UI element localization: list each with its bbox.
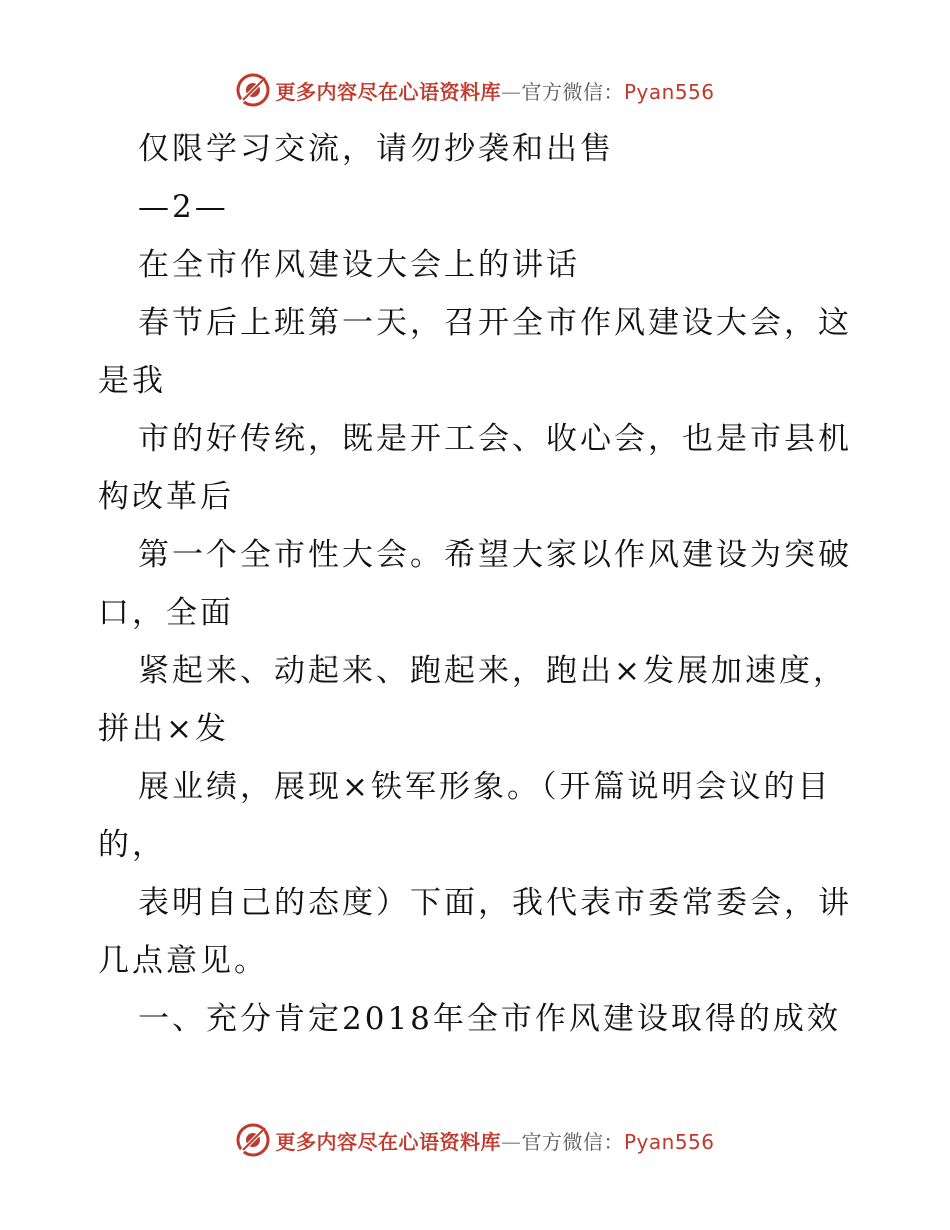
doc-line: —2— <box>138 189 229 225</box>
brand-logo-icon <box>235 1122 271 1158</box>
header-banner-text <box>275 76 714 105</box>
doc-line: 几点意见。 <box>98 943 268 979</box>
doc-line: 拼出×发 <box>98 711 229 747</box>
header-banner <box>0 70 950 110</box>
doc-line: 表明自己的态度）下面，我代表市委常委会，讲 <box>138 885 852 921</box>
header-brand-text: 更多内容尽在心语资料库 <box>275 79 501 104</box>
header-separator: — <box>500 79 522 104</box>
doc-line: 展业绩，展现×铁军形象。（开篇说明会议的目 <box>138 769 832 805</box>
header-wechat-id: Pyan556 <box>623 79 715 104</box>
footer-separator: — <box>500 1129 522 1154</box>
doc-line: 构改革后 <box>98 479 234 515</box>
document-body <box>98 120 858 1048</box>
doc-line: 市的好传统，既是开工会、收心会，也是市县机 <box>138 421 852 457</box>
header-wechat-label: 官方微信： <box>521 79 624 104</box>
doc-line: 口，全面 <box>98 595 234 631</box>
brand-logo-icon <box>235 72 271 108</box>
doc-line: 仅限学习交流，请勿抄袭和出售 <box>138 131 614 167</box>
footer-wechat-label: 官方微信： <box>521 1129 624 1154</box>
doc-line: 春节后上班第一天，召开全市作风建设大会，这 <box>138 305 852 341</box>
doc-line: 第一个全市性大会。希望大家以作风建设为突破 <box>138 537 852 573</box>
footer-banner-text <box>275 1126 714 1155</box>
doc-line: 在全市作风建设大会上的讲话 <box>138 247 580 283</box>
footer-banner <box>0 1120 950 1160</box>
doc-line: 的， <box>98 827 166 863</box>
doc-line: 是我 <box>98 363 166 399</box>
doc-line: 紧起来、动起来、跑起来，跑出×发展加速度， <box>138 653 847 689</box>
footer-wechat-id: Pyan556 <box>623 1129 715 1154</box>
doc-line: 一、充分肯定2018年全市作风建设取得的成效 <box>138 1001 841 1037</box>
footer-brand-text: 更多内容尽在心语资料库 <box>275 1129 501 1154</box>
